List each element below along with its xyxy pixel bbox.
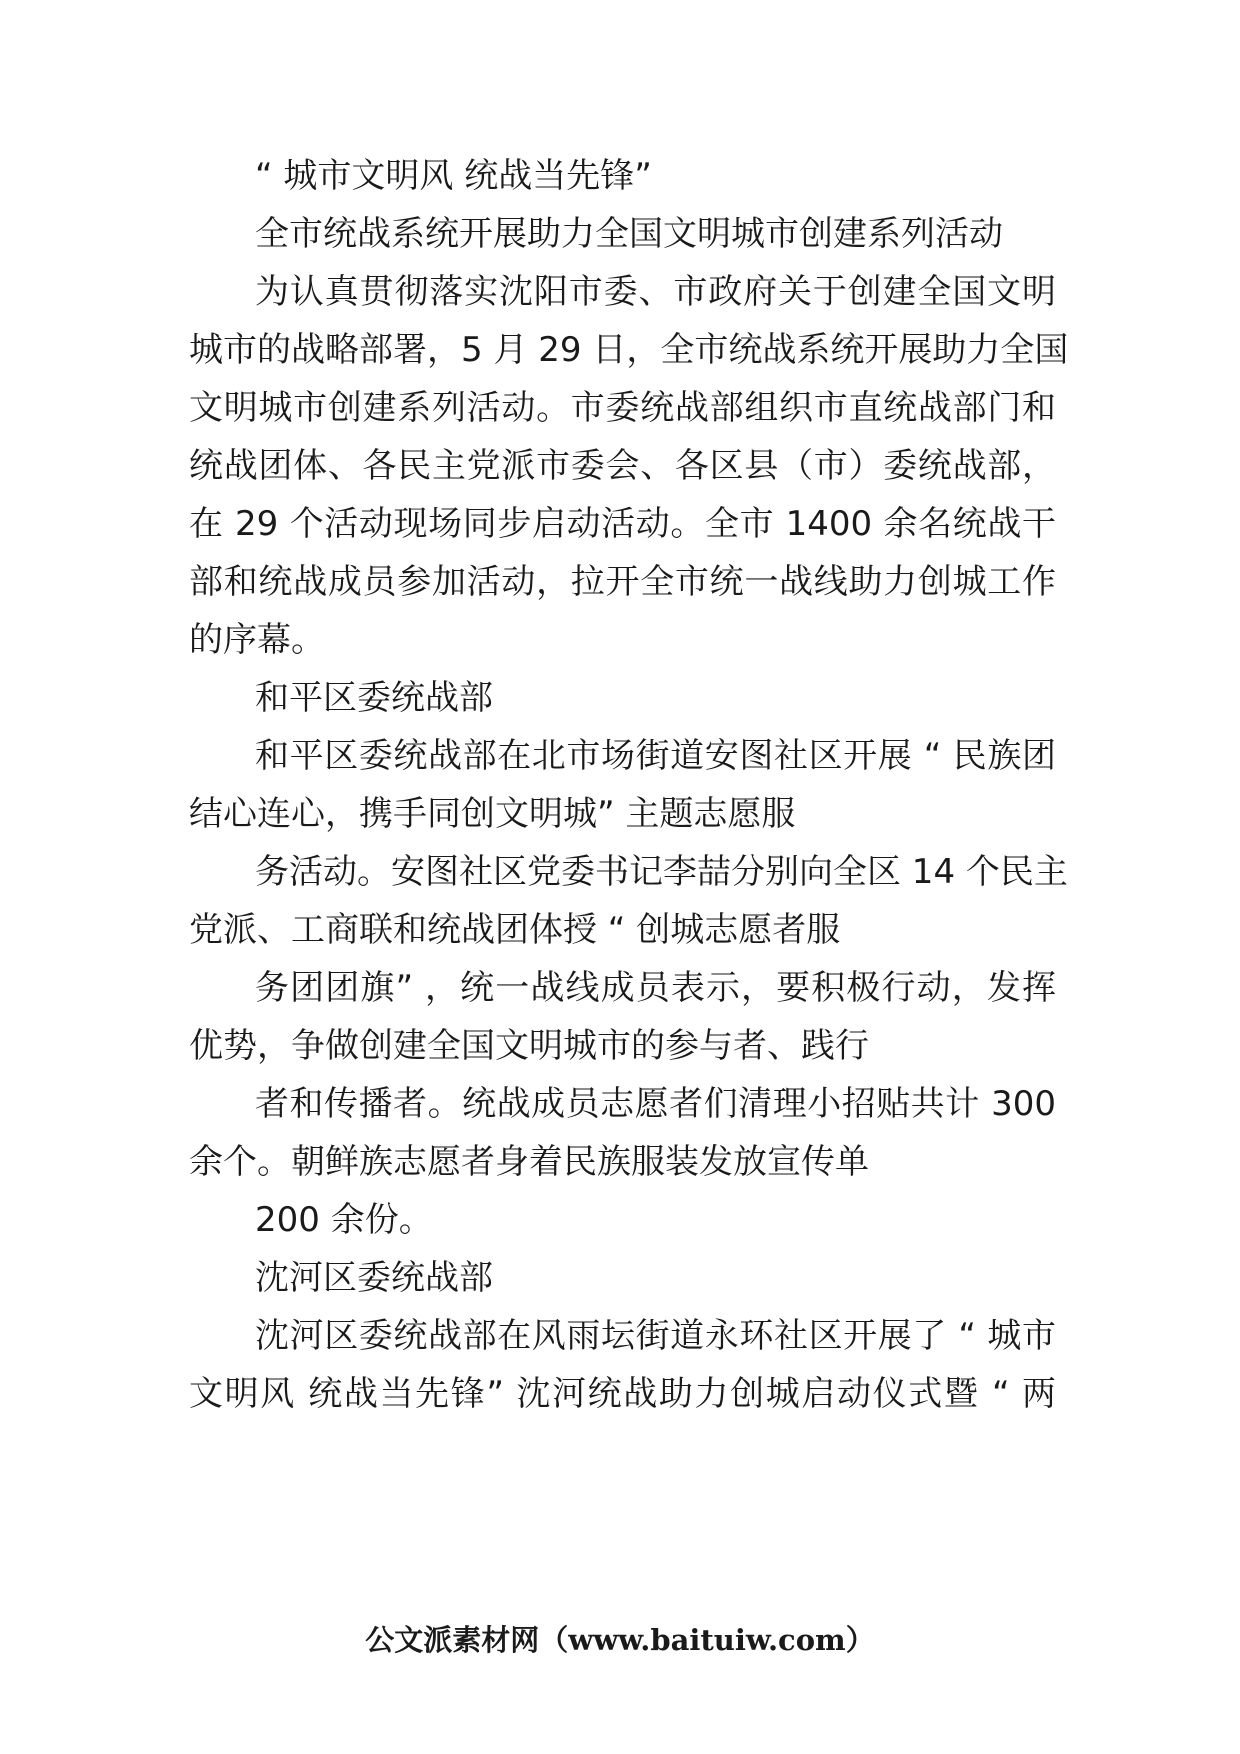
paragraph-line: 优势，争做创建全国文明城市的参与者、践行: [189, 1026, 869, 1066]
paragraph-line: 统战团体、各民主党派市委会、各区县（市）委统战部，: [189, 446, 1056, 486]
paragraph-line: 城市的战略部署，5 月 29 日，全市统战系统开展助力全国: [189, 330, 1069, 370]
paragraph-line: 部和统战成员参加活动，拉开全市统一战线助力创城工作: [189, 562, 1056, 602]
paragraph-line: 200 余份。: [255, 1200, 433, 1240]
paragraph-line: 务活动。安图社区党委书记李喆分别向全区 14 个民主: [255, 852, 1068, 892]
paragraph-line: 结心连心，携手同创文明城” 主题志愿服: [189, 794, 796, 834]
paragraph-line: 余个。朝鲜族志愿者身着民族服装发放宣传单: [189, 1142, 869, 1182]
section-heading: 沈河区委统战部: [255, 1258, 493, 1298]
paragraph-line: 和平区委统战部在北市场街道安图社区开展 “ 民族团: [255, 736, 1056, 776]
document-subtitle: 全市统战系统开展助力全国文明城市创建系列活动: [255, 214, 1003, 254]
paragraph-line: 务团团旗” ，统一战线成员表示，要积极行动，发挥: [255, 968, 1056, 1008]
paragraph-line: 为认真贯彻落实沈阳市委、市政府关于创建全国文明: [255, 272, 1056, 312]
paragraph-line: 的序幕。: [189, 620, 325, 660]
section-heading: 和平区委统战部: [255, 678, 493, 718]
paragraph-line: 在 29 个活动现场同步启动活动。全市 1400 余名统战干: [189, 504, 1056, 544]
document-title: “ 城市文明风 统战当先锋”: [255, 156, 652, 196]
paragraph-line: 文明城市创建系列活动。市委统战部组织市直统战部门和: [189, 388, 1056, 428]
paragraph-line: 党派、工商联和统战团体授 “ 创城志愿者服: [189, 910, 841, 950]
footer-watermark: 公文派素材网（www.baituiw.com）: [365, 1623, 875, 1657]
paragraph-line: 沈河区委统战部在风雨坛街道永环社区开展了 “ 城市: [255, 1316, 1056, 1356]
paragraph-line: 文明风 统战当先锋” 沈河统战助力创城启动仪式暨 “ 两: [189, 1374, 1056, 1414]
paragraph-line: 者和传播者。统战成员志愿者们清理小招贴共计 300: [255, 1084, 1056, 1124]
